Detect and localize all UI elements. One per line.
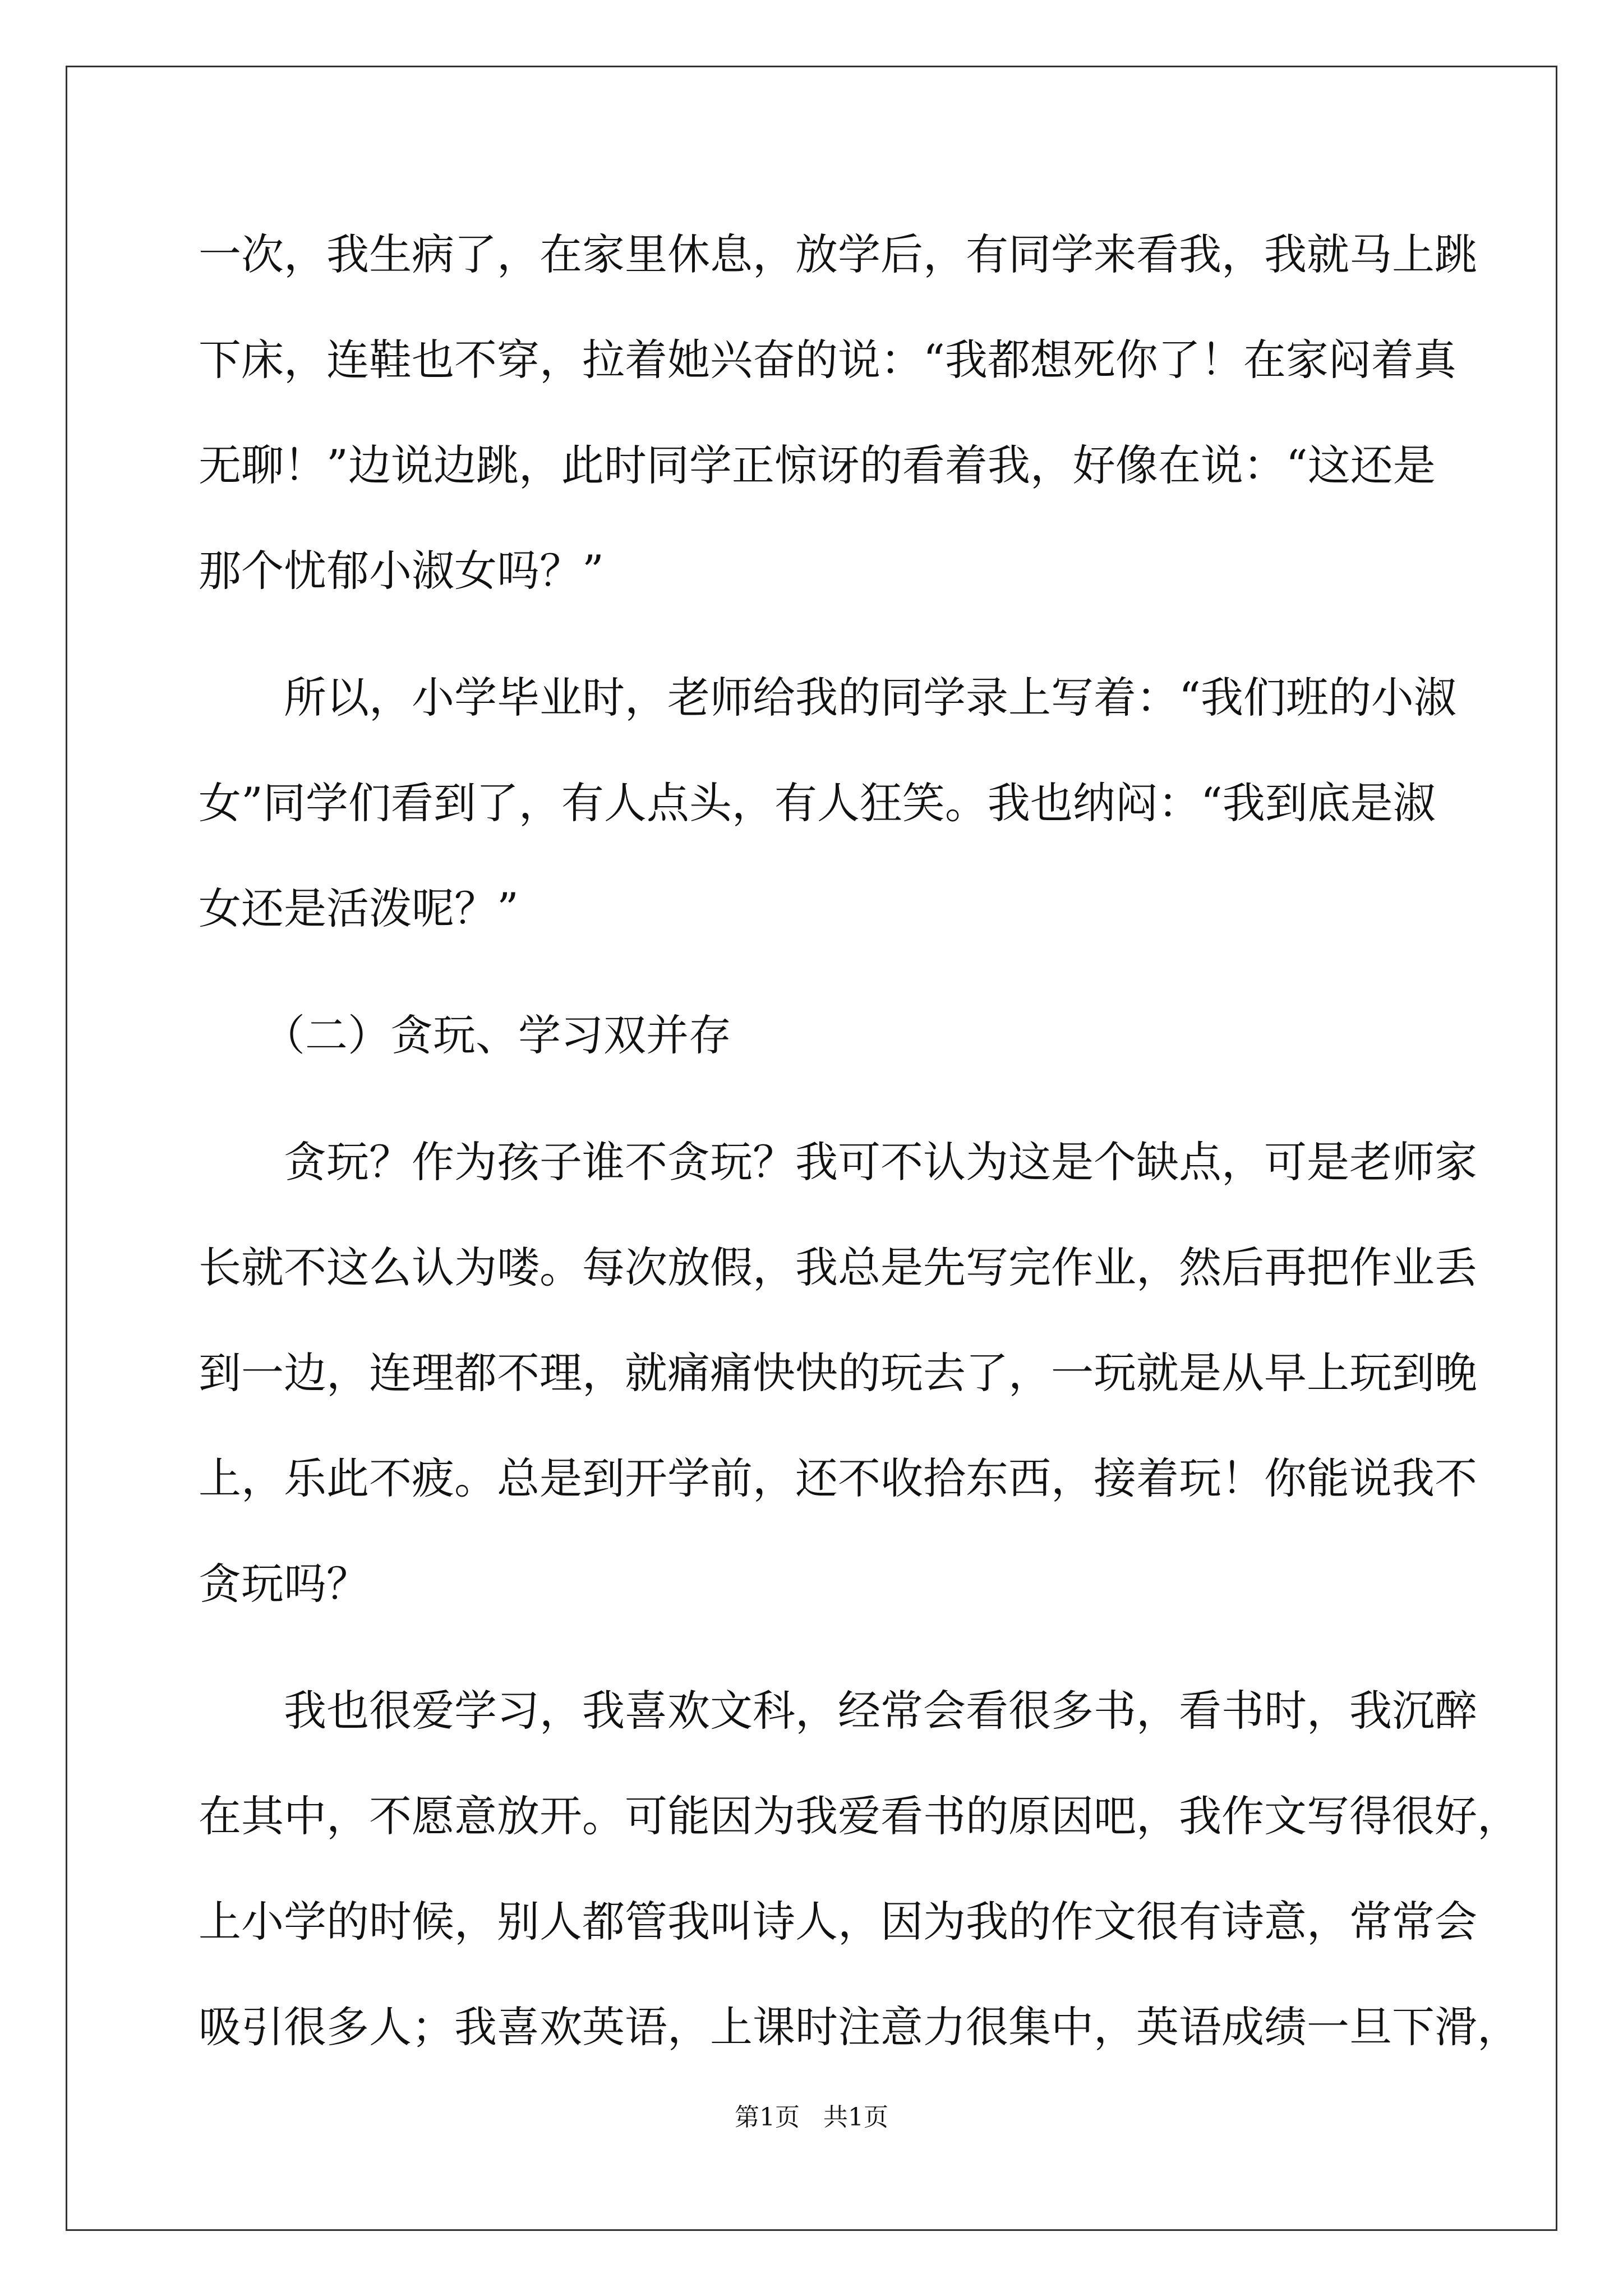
paragraph-gap — [199, 1637, 1432, 1658]
page-number: 第1页 — [735, 2103, 800, 2132]
text-line: 贪玩吗？ — [199, 1559, 369, 1609]
text-line: 女还是活泼呢？” — [199, 884, 519, 933]
text-line: 上小学的时候，别人都管我叫诗人，因为我的作文很有诗意，常常会 — [199, 1897, 1477, 1947]
page-footer — [0, 2101, 1623, 2134]
text-line: 吸引很多人；我喜欢英语，上课时注意力很集中，英语成绩一旦下滑， — [199, 2002, 1520, 2052]
text-line: 下床，连鞋也不穿，拉着她兴奋的说：“我都想死你了！在家闷着真 — [199, 335, 1456, 385]
text-line: 那个忧郁小淑女吗？” — [199, 546, 604, 596]
text-line: 上，乐此不疲。总是到开学前，还不收拾东西，接着玩！你能说我不 — [199, 1453, 1477, 1503]
text-line: 我也很爱学习，我喜欢文科，经常会看很多书，看书时，我沉醉 — [199, 1686, 1477, 1736]
text-line: 一次，我生病了，在家里休息，放学后，有同学来看我，我就马上跳 — [199, 229, 1477, 279]
text-line: 所以，小学毕业时，老师给我的同学录上写着：“我们班的小淑 — [199, 673, 1456, 723]
text-line: 女”同学们看到了，有人点头，有人狂笑。我也纳闷：“我到底是淑 — [199, 778, 1436, 828]
text-line: 贪玩？作为孩子谁不贪玩？我可不认为这是个缺点，可是老师家 — [199, 1137, 1477, 1187]
document-body — [199, 202, 1520, 2080]
paragraph-gap — [199, 961, 1432, 983]
paragraph-gap — [199, 624, 1432, 645]
paragraph-gap — [199, 1088, 1432, 1110]
text-line: 在其中，不愿意放开。可能因为我爱看书的原因吧，我作文写得很好， — [199, 1791, 1520, 1841]
section-heading: （二）贪玩、学习双并存 — [199, 1010, 731, 1060]
text-line: 无聊！”边说边跳，此时同学正惊讶的看着我，好像在说：“这还是 — [199, 440, 1436, 490]
page-total: 共1页 — [823, 2103, 888, 2132]
text-line: 到一边，连理都不理，就痛痛快快的玩去了，一玩就是从早上玩到晚 — [199, 1348, 1477, 1398]
text-line: 长就不这么认为喽。每次放假，我总是先写完作业，然后再把作业丢 — [199, 1243, 1477, 1292]
